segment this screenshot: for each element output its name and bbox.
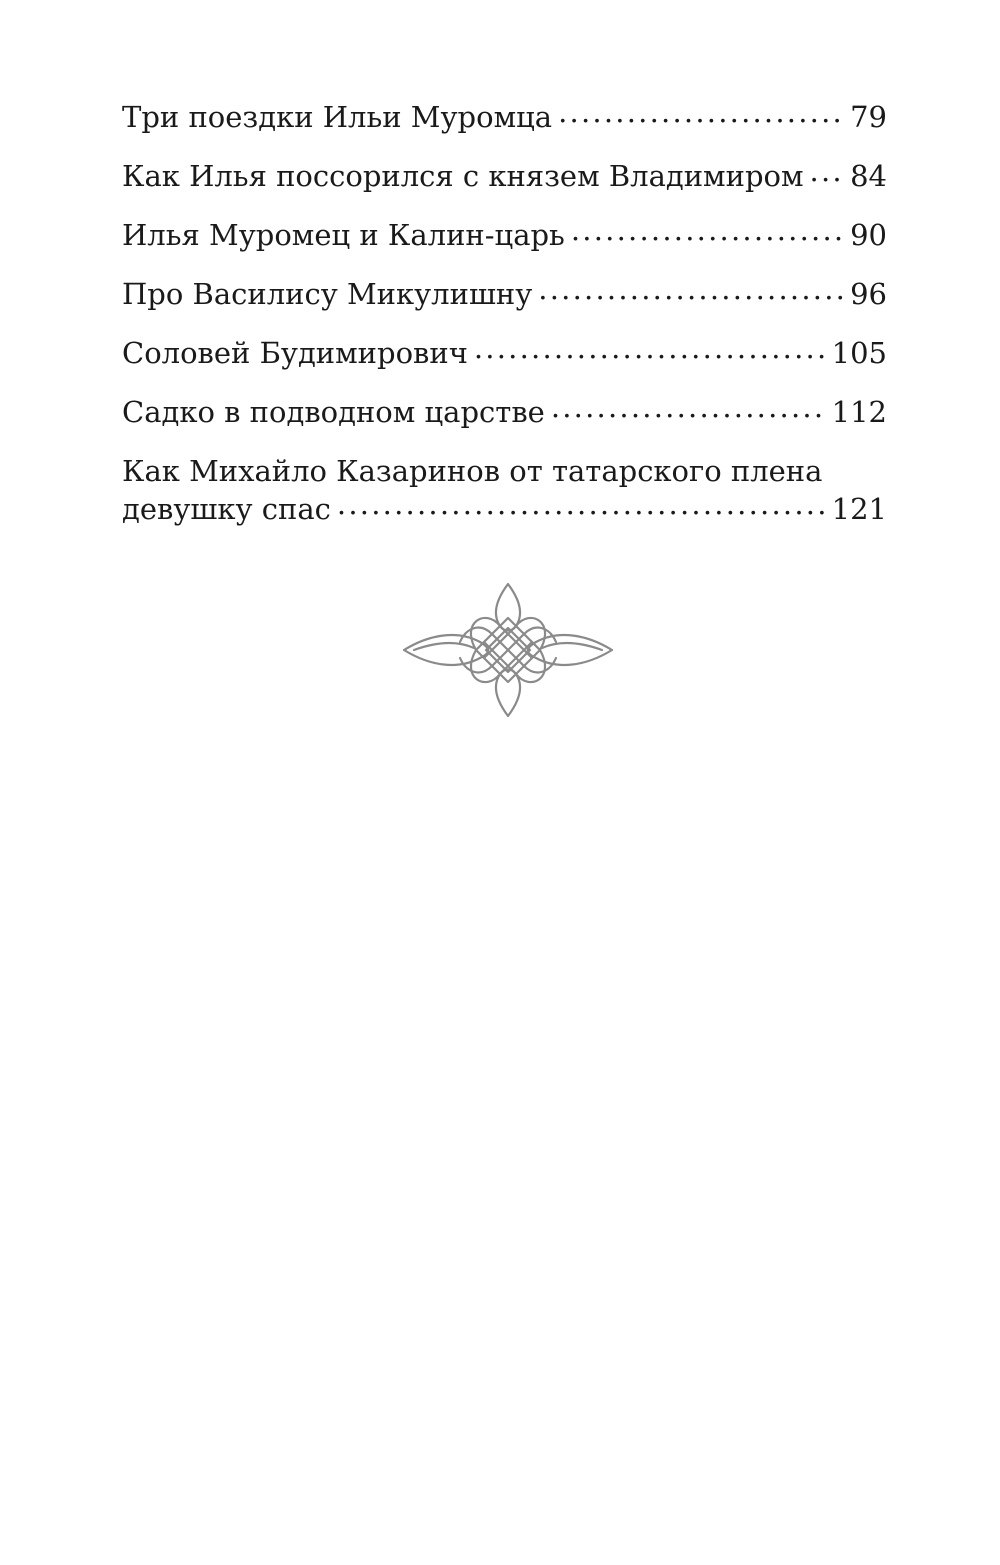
toc-entry[interactable]: [122, 275, 887, 313]
toc-entry[interactable]: [122, 216, 887, 254]
dot-leader: [810, 157, 845, 186]
dot-leader: [538, 275, 844, 304]
toc-entry-title: Про Василису Микулишну: [122, 277, 533, 311]
toc-entry-page: 96: [850, 277, 887, 311]
toc-entry-page: 112: [831, 395, 887, 429]
toc-entry-page: 79: [850, 100, 887, 134]
toc-entry-title: Соловей Будимирович: [122, 336, 468, 370]
toc-entry[interactable]: [122, 452, 887, 528]
table-of-contents: [122, 98, 887, 549]
dot-leader: [558, 98, 844, 127]
toc-entry-title: Три поездки Ильи Муромца: [122, 100, 553, 134]
toc-entry-title-line1: Как Михайло Казаринов от татарского плена: [122, 454, 823, 488]
dot-leader: [571, 216, 844, 245]
dot-leader: [474, 334, 826, 363]
toc-entry[interactable]: [122, 393, 887, 431]
toc-entry-page: 84: [850, 159, 887, 193]
toc-entry[interactable]: [122, 334, 887, 372]
toc-entry[interactable]: [122, 157, 887, 195]
toc-entry-title: Как Илья поссорился с князем Владимиром: [122, 159, 804, 193]
toc-entry-title: Садко в подводном царстве: [122, 395, 545, 429]
toc-entry[interactable]: [122, 98, 887, 136]
toc-entry-page: 121: [831, 492, 887, 526]
toc-entry-title: Илья Муромец и Калин-царь: [122, 218, 565, 252]
dot-leader: [337, 490, 826, 519]
toc-entry-page: 90: [850, 218, 887, 252]
toc-entry-page: 105: [831, 336, 887, 370]
dot-leader: [551, 393, 826, 422]
toc-entry-title-line2: девушку спас: [122, 492, 331, 526]
celtic-knot-ornament-icon: [400, 582, 616, 718]
